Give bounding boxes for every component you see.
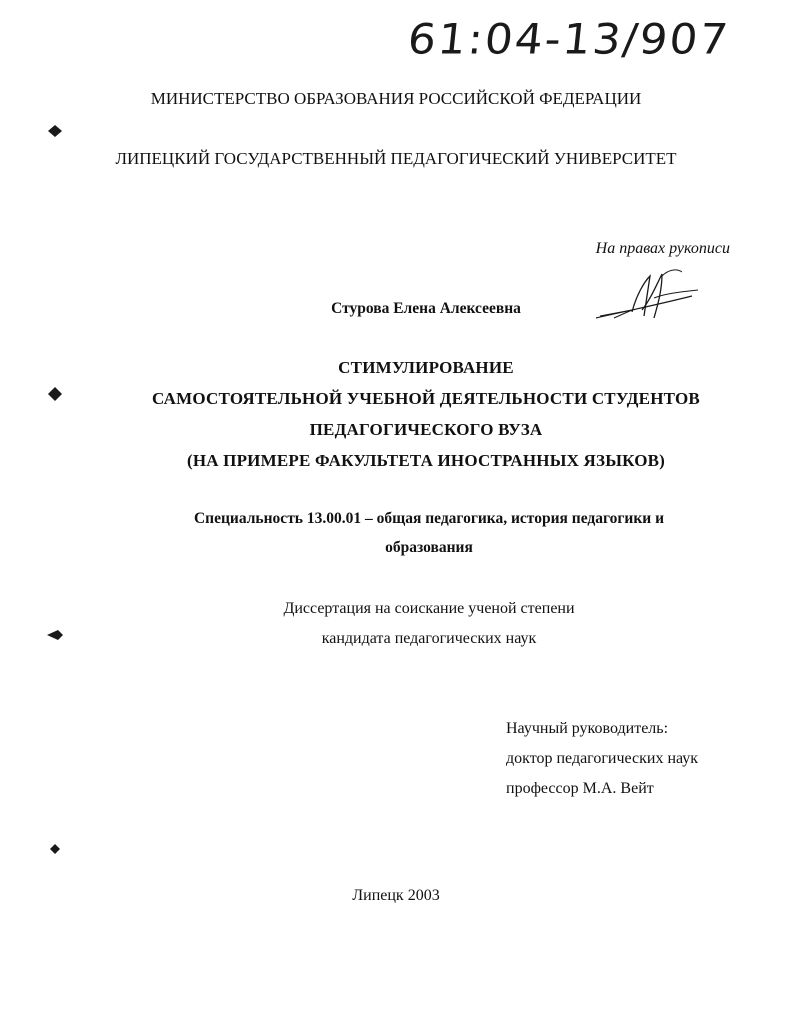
specialty-line: Специальность 13.00.01 – общая педагогика, история педагогики и xyxy=(193,510,665,527)
dissertation-title-line: ПЕДАГОГИЧЕСКОГО ВУЗА xyxy=(309,420,543,439)
dissertation-title-line: (НА ПРИМЕРЕ ФАКУЛЬТЕТА ИНОСТРАННЫХ ЯЗЫКОВ) xyxy=(186,451,666,470)
ministry-heading: МИНИСТЕРСТВО ОБРАЗОВАНИЯ РОССИЙСКОЙ ФЕДЕРАЦИИ xyxy=(150,89,642,108)
binding-mark-icon xyxy=(44,624,66,646)
author-name: Стурова Елена Алексеевна xyxy=(331,300,521,317)
supervisor-name: профессор М.А. Вейт xyxy=(506,780,654,797)
binding-mark-icon xyxy=(44,383,66,405)
supervisor-degree: доктор педагогических наук xyxy=(506,750,699,767)
rights-note: На правах рукописи xyxy=(595,240,730,257)
supervisor-label: Научный руководитель: xyxy=(506,720,669,737)
binding-mark-icon xyxy=(44,838,66,860)
place-year: Липецк 2003 xyxy=(352,887,440,904)
dissertation-title-line: САМОСТОЯТЕЛЬНОЙ УЧЕБНОЙ ДЕЯТЕЛЬНОСТИ СТУДЕНТОВ xyxy=(152,389,700,408)
specialty-line: образования xyxy=(385,539,473,556)
degree-line: Диссертация на соискание ученой степени xyxy=(283,600,575,617)
degree-line: кандидата педагогических наук xyxy=(321,630,537,647)
dissertation-title-line: СТИМУЛИРОВАНИЕ xyxy=(338,358,514,377)
binding-mark-icon xyxy=(44,120,66,142)
university-heading: ЛИПЕЦКИЙ ГОСУДАРСТВЕННЫЙ ПЕДАГОГИЧЕСКИЙ УНИВЕРСИТЕТ xyxy=(115,149,677,168)
archive-code: 61:04-13/907 xyxy=(405,15,733,64)
signature-icon xyxy=(592,266,702,326)
